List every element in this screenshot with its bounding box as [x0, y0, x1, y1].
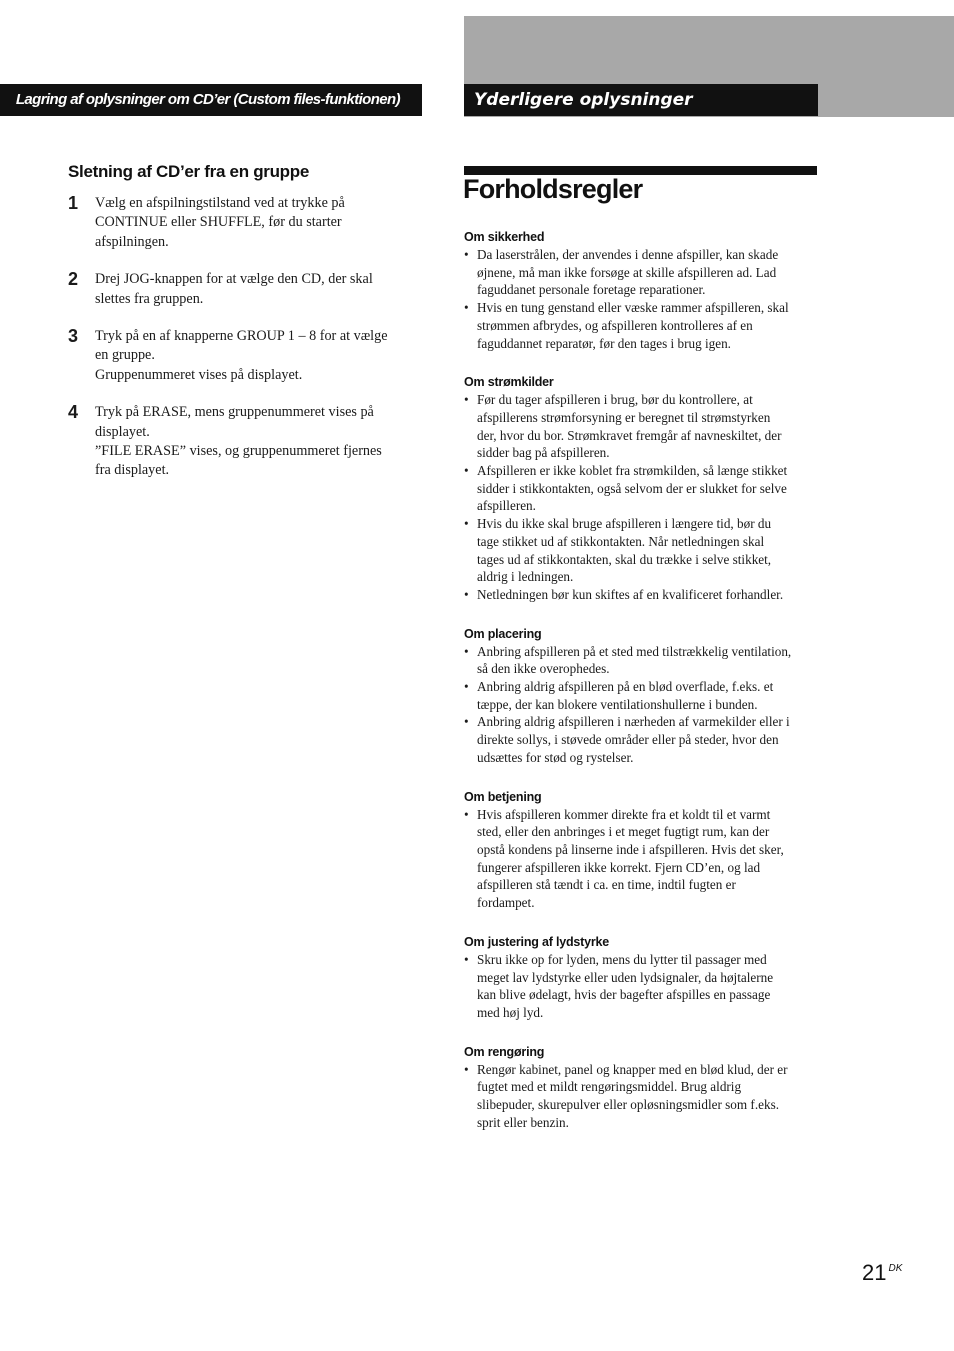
running-header-left: Lagring af oplysninger om CD’er (Custom files-funktionen) [0, 84, 422, 116]
section-title: Om justering af lydstyrke [464, 934, 610, 949]
text-line: faguddanet personale foretage reparationer. [477, 282, 706, 298]
text-line: ”FILE ERASE” vises, og gruppenummeret fjernes [95, 443, 382, 460]
text-line: tage stikket ud af stikkontakten. Når netledningen skal [477, 533, 765, 549]
step-number: 1 [68, 193, 79, 213]
text-line: Hvis du ikke skal bruge afspilleren i længere tid, bør du [477, 516, 772, 532]
text-line: Netledningen bør kun skiftes af en kvalificeret forhandler. [477, 586, 784, 602]
section-title: Om betjening [464, 789, 542, 804]
bullet-item [464, 713, 818, 766]
text-line: Gruppenummeret vises på displayet. [95, 366, 303, 383]
bullet-list [464, 1061, 818, 1132]
text-line: fordampet. [477, 895, 535, 911]
text-line: Vælg en afspilningstilstand ved at trykke på [95, 195, 345, 211]
bullet-item [464, 391, 818, 462]
section-title: Om sikkerhed [464, 230, 545, 244]
step-number: 2 [68, 269, 79, 290]
bullet-list [464, 246, 818, 352]
step-1 [68, 194, 424, 252]
text-line: Anbring aldrig afspilleren på en blød overflade, f.eks. et [477, 679, 774, 695]
bullet-item [464, 299, 818, 352]
section-heading: Sletning af CD’er fra en gruppe [68, 162, 310, 181]
bullet-item [464, 678, 818, 713]
text-line: Anbring afspilleren på et sted med tilstrækkelig ventilation, [477, 643, 792, 659]
bullet-list [464, 643, 818, 767]
text-line: tæppe, der kan blokere ventilationshullerne i bunden. [477, 696, 758, 712]
precautions-list [464, 229, 818, 1153]
page-number [862, 1260, 902, 1286]
bullet-list [464, 806, 818, 912]
bullet-item [464, 462, 818, 515]
text-line: Anbring aldrig afspilleren i nærheden af varmekilder eller i [477, 714, 790, 730]
text-line: afspilleren stå tændt i ca. en time, indtil fugten er [477, 877, 736, 893]
text-line: slettes fra gruppen. [95, 290, 204, 307]
text-line: fungerer afspilleren ikke korrekt. Fjern CD’en, og lad [477, 859, 761, 875]
text-line: aldrig i ledningen. [477, 569, 574, 585]
text-line: meget lav lydstyrke eller uden lydsignaler, da højtalerne [477, 969, 774, 985]
text-line: afspillerens strømforsyning er beregnet til strømstyrken [477, 409, 771, 425]
text-line: Drej JOG-knappen for at vælge den CD, der skal [95, 271, 373, 288]
text-line: displayet. [95, 423, 150, 440]
page-number-value: 21 [862, 1260, 887, 1285]
bullet-item [464, 515, 818, 586]
text-line: opstå kondens på linserne inde i afspilleren. Hvis det sker, [477, 841, 784, 857]
section-title: Om rengøring [464, 1044, 545, 1059]
text-line: med høj lyd. [477, 1004, 544, 1020]
text-line: sted, eller den anbringes i et meget fugtigt rum, kan der [477, 824, 770, 840]
text-line: Tryk på ERASE, mens gruppenummeret vises på [95, 404, 374, 421]
step-text [95, 403, 382, 481]
bullet-item [464, 586, 818, 604]
bullet-item [464, 1061, 818, 1132]
text-line: Rengør kabinet, panel og knapper med en blød klud, der er [477, 1061, 788, 1077]
step-3 [68, 327, 424, 385]
text-line: der, hvor du bor. Strømkravet fremgår af navneskiltet, der [477, 427, 782, 443]
text-line: fugtet med et mildt rengøringsmiddel. Brug aldrig [477, 1079, 742, 1095]
text-line: Hvis en tung genstand eller væske rammer afspilleren, skal [477, 300, 789, 316]
step-4 [68, 403, 424, 481]
page-number-suffix: DK [888, 1263, 903, 1274]
text-line: sprit eller benzin. [477, 1114, 569, 1130]
text-line: tages ud af stikkontakten, skal du trække i selve stikket, [477, 551, 772, 567]
text-line: sidder bag på afspilleren. [477, 445, 610, 461]
page-title: Forholdsregler [463, 174, 643, 204]
text-line: strømmen afbrydes, og afspilleren kontrolleres af en [477, 317, 753, 333]
step-text [95, 194, 345, 252]
text-line: faguddannet reparatør, før den tages i brug igen. [477, 335, 731, 351]
text-line: Skru ikke op for lyden, mens du lytter til passager med [477, 951, 767, 967]
text-line: Før du tager afspilleren i brug, bør du kontrollere, at [477, 392, 753, 408]
text-line: sidder i stikkontakten, også selvom der er slukket for selve [477, 480, 787, 496]
text-line: udsættes for stød og rystelser. [477, 749, 634, 765]
text-line: Hvis afspilleren kommer direkte fra et koldt til et varmt [477, 806, 771, 822]
text-line: Afspilleren er ikke koblet fra strømkilden, så længe stikket [477, 463, 788, 479]
bullet-item [464, 951, 818, 1022]
running-header-right: Yderligere oplysninger [464, 84, 818, 116]
text-line: øjnene, må man ikke forsøge at skille afspilleren ad. Lad [477, 264, 777, 280]
bullet-item [464, 806, 818, 912]
step-2 [68, 270, 424, 309]
text-line: Da laserstrålen, der anvendes i denne afspiller, kan skade [477, 247, 779, 262]
text-line: så den ikke overophedes. [477, 661, 610, 677]
step-text [95, 270, 373, 309]
text-line: Tryk på en af knapperne GROUP 1 – 8 for at vælge [95, 328, 388, 345]
text-line: afspilningen. [95, 233, 169, 250]
step-number: 4 [68, 402, 79, 423]
section-title: Om placering [464, 626, 542, 641]
step-number: 3 [68, 326, 79, 347]
bullet-item [464, 643, 818, 678]
text-line: afspilleren. [477, 498, 536, 514]
bullet-list [464, 391, 818, 603]
step-list [68, 194, 424, 499]
text-line: en gruppe. [95, 347, 155, 364]
text-line: kan blive ødelagt, hvis der bagefter afspilles en passage [477, 987, 771, 1003]
text-line: slibepuder, skurepulver eller opløsningsmidler som f.eks. [477, 1097, 779, 1113]
text-line: direkte sollys, i støvede områder eller på steder, hvor den [477, 732, 779, 748]
bullet-item [464, 246, 818, 299]
step-text [95, 327, 388, 385]
text-line: CONTINUE eller SHUFFLE, før du starter [95, 214, 342, 231]
bullet-list [464, 951, 818, 1022]
text-line: fra displayet. [95, 462, 170, 479]
section-title: Om strømkilder [464, 375, 554, 390]
